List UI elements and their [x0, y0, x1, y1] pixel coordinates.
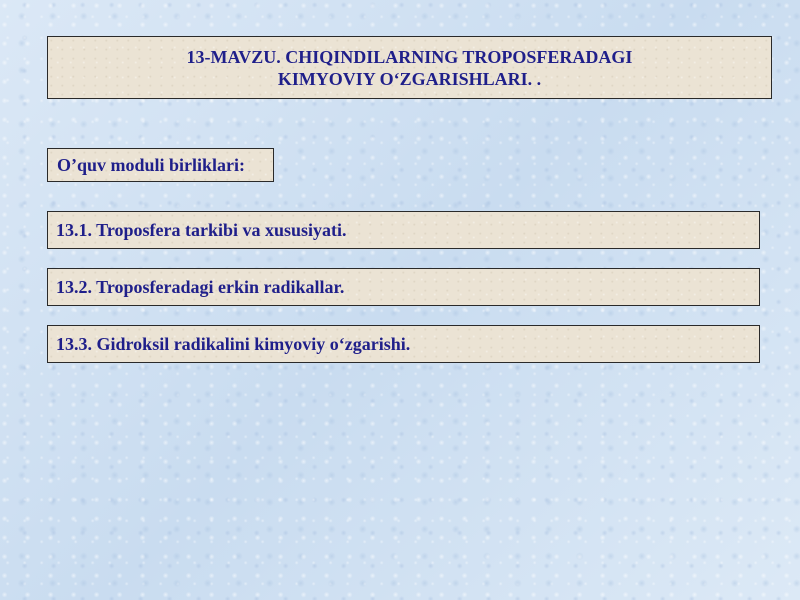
- module-item-13-2: 13.2. Troposferadagi erkin radikallar.: [47, 268, 760, 306]
- slide-title-line-1: 13-MAVZU. CHIQINDILARNING TROPOSFERADAGI: [186, 47, 633, 67]
- module-item-13-3: 13.3. Gidroksil radikalini kimyoviy o‘zgarishi.: [47, 325, 760, 363]
- modules-label: O’quv moduli birliklari:: [47, 148, 274, 182]
- slide-title-line-2: KIMYOVIY O‘ZGARISHLARI. .: [277, 69, 542, 89]
- slide-title-box: [47, 36, 772, 99]
- module-item-13-1: 13.1. Troposfera tarkibi va xususiyati.: [47, 211, 760, 249]
